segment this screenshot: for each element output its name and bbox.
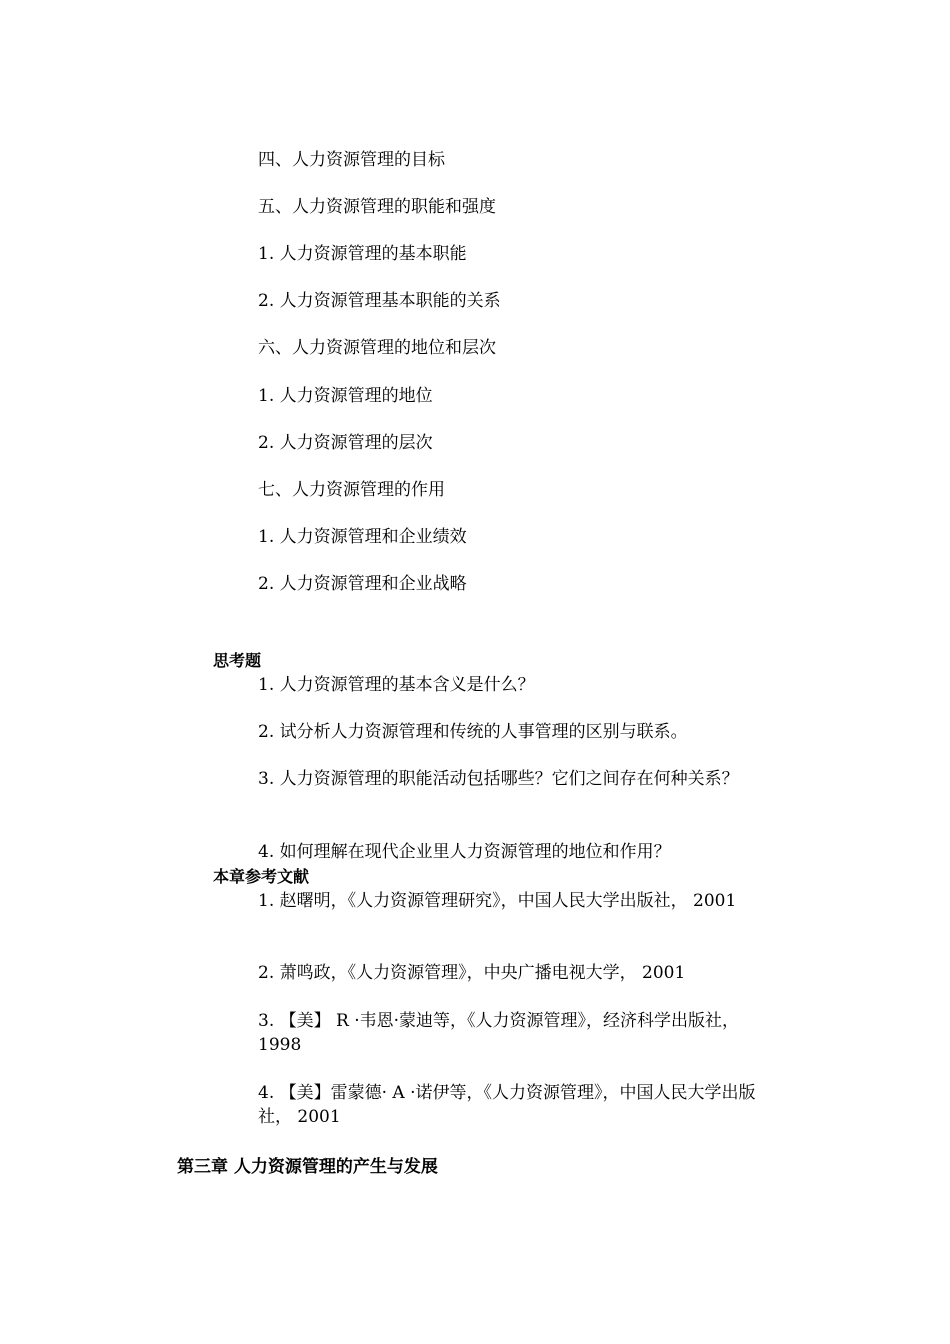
outline-item: 六、人力资源管理的地位和层次 [258,338,496,358]
question-item: 3. 人力资源管理的职能活动包括哪些？它们之间存在何种关系？ [258,769,739,789]
outline-item: 2. 人力资源管理和企业战略 [258,574,467,594]
outline-item: 四、人力资源管理的目标 [258,150,445,170]
outline-item: 1. 人力资源管理的基本职能 [258,244,467,264]
reference-item: 2. 萧鸣政，《人力资源管理》，中央广播电视大学， 2001 [258,963,686,983]
outline-item: 1. 人力资源管理和企业绩效 [258,527,467,547]
question-item: 1. 人力资源管理的基本含义是什么？ [258,675,535,695]
outline-item: 七、人力资源管理的作用 [258,480,445,500]
questions-heading: 思考题 [213,651,262,670]
outline-item: 2. 人力资源管理基本职能的关系 [258,291,501,311]
reference-item: 4. 【美】雷蒙德· A ·诺伊等，《人力资源管理》，中国人民大学出版社， 2001 [258,1083,756,1127]
outline-item: 五、人力资源管理的职能和强度 [258,197,496,217]
reference-item: 3. 【美】 R ·韦恩·蒙迪等，《人力资源管理》，经济科学出版社， 1998 [258,1011,740,1055]
question-item: 2. 试分析人力资源管理和传统的人事管理的区别与联系。 [258,722,688,742]
references-heading: 本章参考文献 [213,867,310,886]
outline-item: 1. 人力资源管理的地位 [258,386,433,406]
question-item: 4. 如何理解在现代企业里人力资源管理的地位和作用？ [258,842,671,862]
outline-item: 2. 人力资源管理的层次 [258,433,433,453]
reference-item: 1. 赵曙明，《人力资源管理研究》，中国人民大学出版社， 2001 [258,891,737,911]
chapter-title: 第三章 人力资源管理的产生与发展 [177,1157,438,1177]
